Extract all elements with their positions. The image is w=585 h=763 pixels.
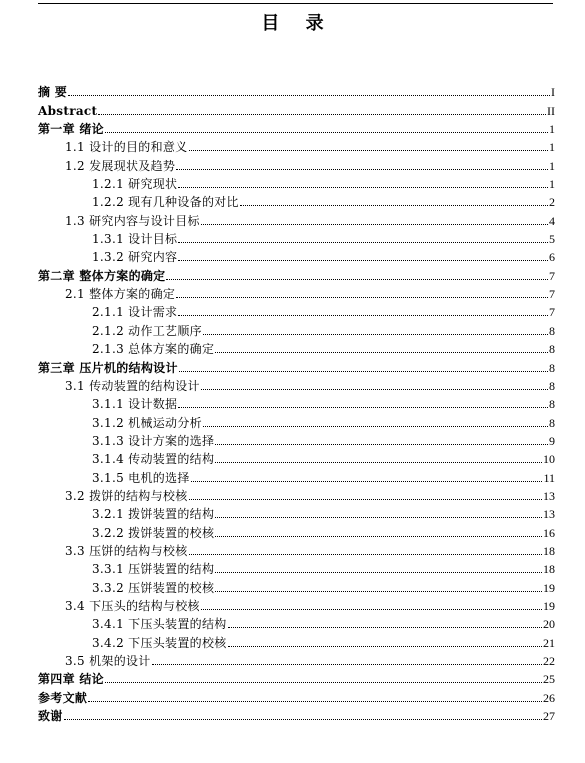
table-of-contents (38, 81, 555, 723)
dot-leader (189, 499, 543, 500)
toc-entry-label: 摘 要 (38, 85, 68, 100)
toc-page-number: 7 (549, 268, 555, 283)
toc-page-number: 25 (543, 672, 555, 687)
toc-entry-label: Abstract (38, 103, 98, 118)
toc-entry[interactable] (38, 503, 555, 521)
toc-entry-label: 1.1 设计的目的和意义 (65, 140, 188, 155)
toc-entry-label: 致谢 (38, 709, 63, 724)
dot-leader (215, 462, 542, 463)
toc-page-number: 8 (549, 415, 555, 430)
toc-entry-label: 1.2 发展现状及趋势 (65, 158, 176, 173)
toc-entry[interactable] (38, 154, 555, 172)
toc-entry-label: 2.1.2 动作工艺顺序 (92, 323, 202, 338)
toc-page-number: I (551, 85, 555, 100)
dot-leader (178, 187, 548, 188)
toc-page-number: 11 (543, 470, 555, 485)
toc-page-number: 8 (549, 342, 555, 357)
toc-entry-label: 3.3.1 压饼装置的结构 (92, 562, 215, 577)
toc-page-number: 21 (543, 635, 555, 650)
dot-leader (64, 719, 542, 720)
dot-leader (215, 444, 548, 445)
toc-entry-label: 1.3.1 设计目标 (92, 232, 178, 247)
toc-entry[interactable] (38, 576, 555, 594)
toc-page-number: 27 (543, 709, 555, 724)
dot-leader (228, 646, 542, 647)
dot-leader (105, 682, 542, 683)
dot-leader (203, 426, 548, 427)
toc-page-number: 10 (543, 452, 555, 467)
dot-leader (215, 591, 542, 592)
toc-entry-label: 2.1 整体方案的确定 (65, 287, 176, 302)
toc-entry-label: 1.2.1 研究现状 (92, 177, 178, 192)
dot-leader (203, 334, 548, 335)
toc-entry[interactable] (38, 173, 555, 191)
dot-leader (189, 554, 543, 555)
toc-entry[interactable] (38, 595, 555, 613)
toc-entry[interactable] (38, 264, 555, 282)
toc-entry[interactable] (38, 686, 555, 704)
toc-page-number: 8 (549, 378, 555, 393)
dot-leader (215, 517, 542, 518)
toc-entry-label: 3.1 传动装置的结构设计 (65, 378, 200, 393)
toc-page-number: 8 (549, 323, 555, 338)
toc-entry[interactable] (38, 430, 555, 448)
toc-page-number: 1 (549, 158, 555, 173)
dot-leader (178, 242, 548, 243)
toc-entry[interactable] (38, 319, 555, 337)
dot-leader (189, 150, 549, 151)
toc-entry-label: 3.1.3 设计方案的选择 (92, 433, 215, 448)
dot-leader (240, 205, 548, 206)
toc-entry[interactable] (38, 466, 555, 484)
toc-entry[interactable] (38, 540, 555, 558)
toc-page-number: 9 (549, 433, 555, 448)
dot-leader (179, 371, 548, 372)
toc-entry[interactable] (38, 448, 555, 466)
toc-entry-label: 3.2.1 拨饼装置的结构 (92, 507, 215, 522)
toc-entry[interactable] (38, 136, 555, 154)
toc-entry[interactable] (38, 613, 555, 631)
toc-entry-label: 3.1.1 设计数据 (92, 397, 178, 412)
toc-entry-label: 3.1.4 传动装置的结构 (92, 452, 215, 467)
toc-page-number: 5 (549, 232, 555, 247)
toc-entry[interactable] (38, 705, 555, 723)
toc-entry[interactable] (38, 118, 555, 136)
toc-entry-label: 第三章 压片机的结构设计 (38, 360, 178, 375)
toc-entry[interactable] (38, 411, 555, 429)
dot-leader (176, 297, 548, 298)
toc-entry[interactable] (38, 209, 555, 227)
toc-entry-label: 3.5 机架的设计 (65, 654, 151, 668)
toc-page-number: 16 (543, 525, 555, 540)
dot-leader (178, 260, 548, 261)
toc-page-number: 8 (549, 360, 555, 375)
toc-entry-label: 第四章 结论 (38, 672, 104, 687)
toc-page-number: 7 (549, 287, 555, 302)
toc-entry[interactable] (38, 650, 555, 668)
dot-leader (201, 609, 542, 610)
toc-entry[interactable] (38, 521, 555, 539)
toc-entry[interactable] (38, 228, 555, 246)
toc-entry[interactable] (38, 356, 555, 374)
toc-entry[interactable] (38, 668, 555, 686)
toc-page-number: 19 (543, 598, 555, 613)
toc-entry[interactable] (38, 246, 555, 264)
toc-page-number: 19 (543, 580, 555, 595)
toc-page-number: 20 (543, 617, 555, 632)
toc-entry-label: 2.1.3 总体方案的确定 (92, 342, 215, 357)
toc-entry[interactable] (38, 99, 555, 117)
toc-entry-label: 3.1.5 电机的选择 (92, 470, 190, 485)
toc-entry[interactable] (38, 338, 555, 356)
dot-leader (215, 536, 542, 537)
toc-entry-label: 1.3 研究内容与设计目标 (65, 213, 200, 228)
dot-leader (105, 132, 548, 133)
toc-entry-label: 3.2 拨饼的结构与校核 (65, 488, 188, 503)
toc-entry-label: 3.4.2 下压头装置的校核 (92, 635, 227, 650)
toc-entry-label: 3.3.2 压饼装置的校核 (92, 580, 215, 595)
toc-page-number: 26 (543, 690, 555, 705)
toc-page-number: 2 (549, 195, 555, 210)
toc-page-number: 22 (543, 654, 555, 668)
toc-page-number: 13 (543, 488, 555, 503)
toc-entry-label: 1.2.2 现有几种设备的对比 (92, 195, 239, 210)
dot-leader (178, 407, 548, 408)
toc-entry[interactable] (38, 631, 555, 649)
toc-page-number: 4 (549, 213, 555, 228)
dot-leader (68, 95, 550, 96)
toc-entry-label: 第二章 整体方案的确定 (38, 268, 166, 283)
toc-entry-label: 3.4.1 下压头装置的结构 (92, 617, 227, 632)
page-title: 目 录 (261, 13, 334, 34)
toc-page-number: 6 (549, 250, 555, 265)
toc-entry-label: 3.1.2 机械运动分析 (92, 415, 202, 430)
toc-entry[interactable] (38, 283, 555, 301)
dot-leader (215, 352, 548, 353)
toc-entry-label: 3.2.2 拨饼装置的校核 (92, 525, 215, 540)
toc-entry[interactable] (38, 301, 555, 319)
dot-leader (191, 481, 543, 482)
dot-leader (201, 224, 548, 225)
toc-entry[interactable] (38, 393, 555, 411)
toc-entry-label: 3.4 下压头的结构与校核 (65, 598, 200, 613)
toc-page-number: 18 (543, 543, 555, 558)
header-rule (38, 3, 553, 4)
toc-entry[interactable] (38, 375, 555, 393)
toc-entry[interactable] (38, 558, 555, 576)
toc-entry[interactable] (38, 485, 555, 503)
toc-page-number: 8 (549, 397, 555, 412)
toc-entry[interactable] (38, 191, 555, 209)
dot-leader (98, 114, 546, 115)
toc-entry-label: 2.1.1 设计需求 (92, 305, 178, 320)
toc-page-number: 7 (549, 305, 555, 320)
toc-page-number: 18 (543, 562, 555, 577)
dot-leader (152, 664, 542, 665)
dot-leader (176, 169, 548, 170)
toc-entry-label: 3.3 压饼的结构与校核 (65, 543, 188, 558)
toc-entry-label: 参考文献 (38, 690, 88, 705)
dot-leader (88, 701, 542, 702)
dot-leader (201, 389, 548, 390)
toc-page-number: 1 (549, 177, 555, 192)
dot-leader (178, 315, 548, 316)
toc-page-number: 1 (549, 140, 555, 155)
toc-entry-label: 1.3.2 研究内容 (92, 250, 178, 265)
dot-leader (228, 627, 542, 628)
toc-page-number: II (547, 103, 555, 118)
toc-entry-label: 第一章 绪论 (38, 122, 104, 137)
toc-page-number: 13 (543, 507, 555, 522)
toc-page-number: 1 (549, 122, 555, 137)
dot-leader (166, 279, 548, 280)
toc-entry[interactable] (38, 81, 555, 99)
dot-leader (215, 572, 542, 573)
